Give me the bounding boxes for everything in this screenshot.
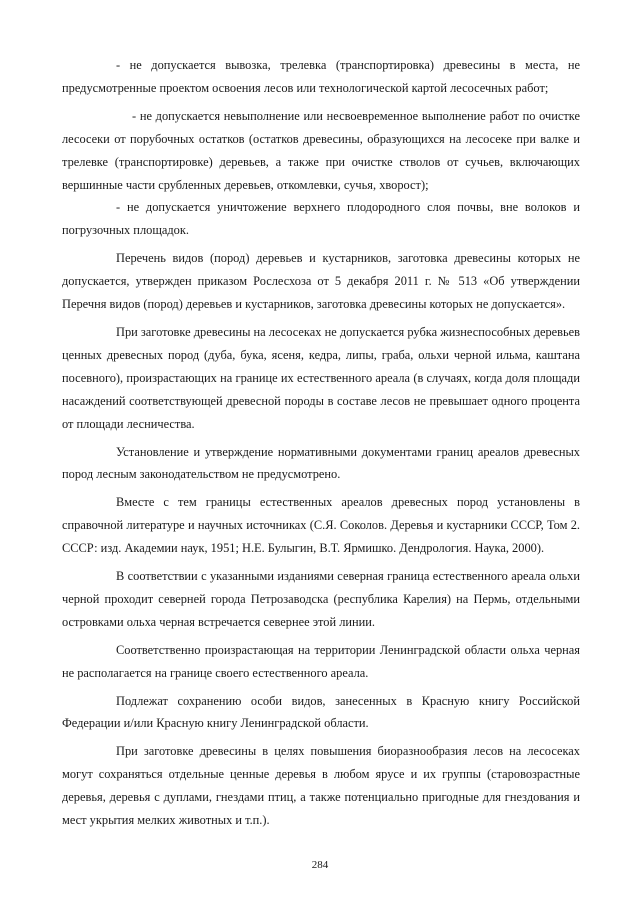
page-number: 284 [311, 859, 329, 871]
paragraph-bullet-2: - не допускается невыполнение или несвоевременное выполнение работ по очистке лесосеки от порубочных остатков (остатков древесины, образующихся на лесосеке при валке и трелевке (транспортировке) деревьев, а также при очистке стволов от сучьев, включающих вершинные части срубленных деревьев, откомлевки, сучья, хворост); [62, 108, 580, 192]
paragraph-literature: Вместе с тем границы естественных ареалов древесных пород установлены в справочной литературе и научных источниках (С.Я. Соколов. Деревья и кустарники СССР, Том 2. СССР: изд. Академии наук, 1951; Н.Е. Булыгин, В.Т. Ярмишко. Дендрология. Наука, 2000). [62, 495, 580, 556]
paragraph-biodiversity: При заготовке древесины в целях повышения биоразнообразия лесов на лесосеках могут сохраняться отдельные ценные деревья в любом ярусе и их группы (старовозрастные деревья, деревья с дуплами, гнездами птиц, а также потенциально пригодные для гнездования и мест укрытия мелких животных и т.п.). [62, 744, 580, 828]
paragraph-alder-range: В соответствии с указанными изданиями северная граница естественного ареала ольхи черной проходит северней города Петрозаводска (республика Карелия) на Пермь, отдельными островками ольха черная встречается севернее этой линии. [62, 569, 580, 629]
paragraph-valuable-trees: При заготовке древесины на лесосеках не допускается рубка жизнеспособных деревьев ценных древесных пород (дуба, бука, ясеня, кедра, липы, граба, ольхи черной ильма, каштана посевного), произрастающих на границе их естественного ареала (в случаях, когда доля площади насаждений соответствующей древесной породы в составе лесов не превышает одного процента от площади лесничества. [62, 324, 580, 431]
paragraph-species-list: Перечень видов (пород) деревьев и кустарников, заготовка древесины которых не допускается, утвержден приказом Рослесхоза от 5 декабря 2011 г. № 513 «Об утверждении Перечня видов (пород) деревьев и кустарников, заготовка древесины которых не допускается». [62, 251, 580, 312]
paragraph-range-boundaries: Установление и утверждение нормативными документами границ ареалов древесных пород лесным законодательством не предусмотрено. [62, 444, 580, 482]
paragraph-red-book: Подлежат сохранению особи видов, занесенных в Красную книгу Российской Федерации и/или Красную книгу Ленинградской области. [62, 693, 580, 731]
paragraph-bullet-3: - не допускается уничтожение верхнего плодородного слоя почвы, вне волоков и погрузочных площадок. [62, 200, 580, 238]
paragraph-bullet-1: - не допускается вывозка, трелевка (транспортировка) древесины в места, не предусмотренные проектом освоения лесов или технологической картой лесосечных работ; [62, 58, 580, 95]
paragraph-leningrad-alder: Соответственно произрастающая на территории Ленинградской области ольха черная не располагается на границе своего естественного ареала. [62, 642, 580, 680]
document-body [62, 54, 580, 832]
